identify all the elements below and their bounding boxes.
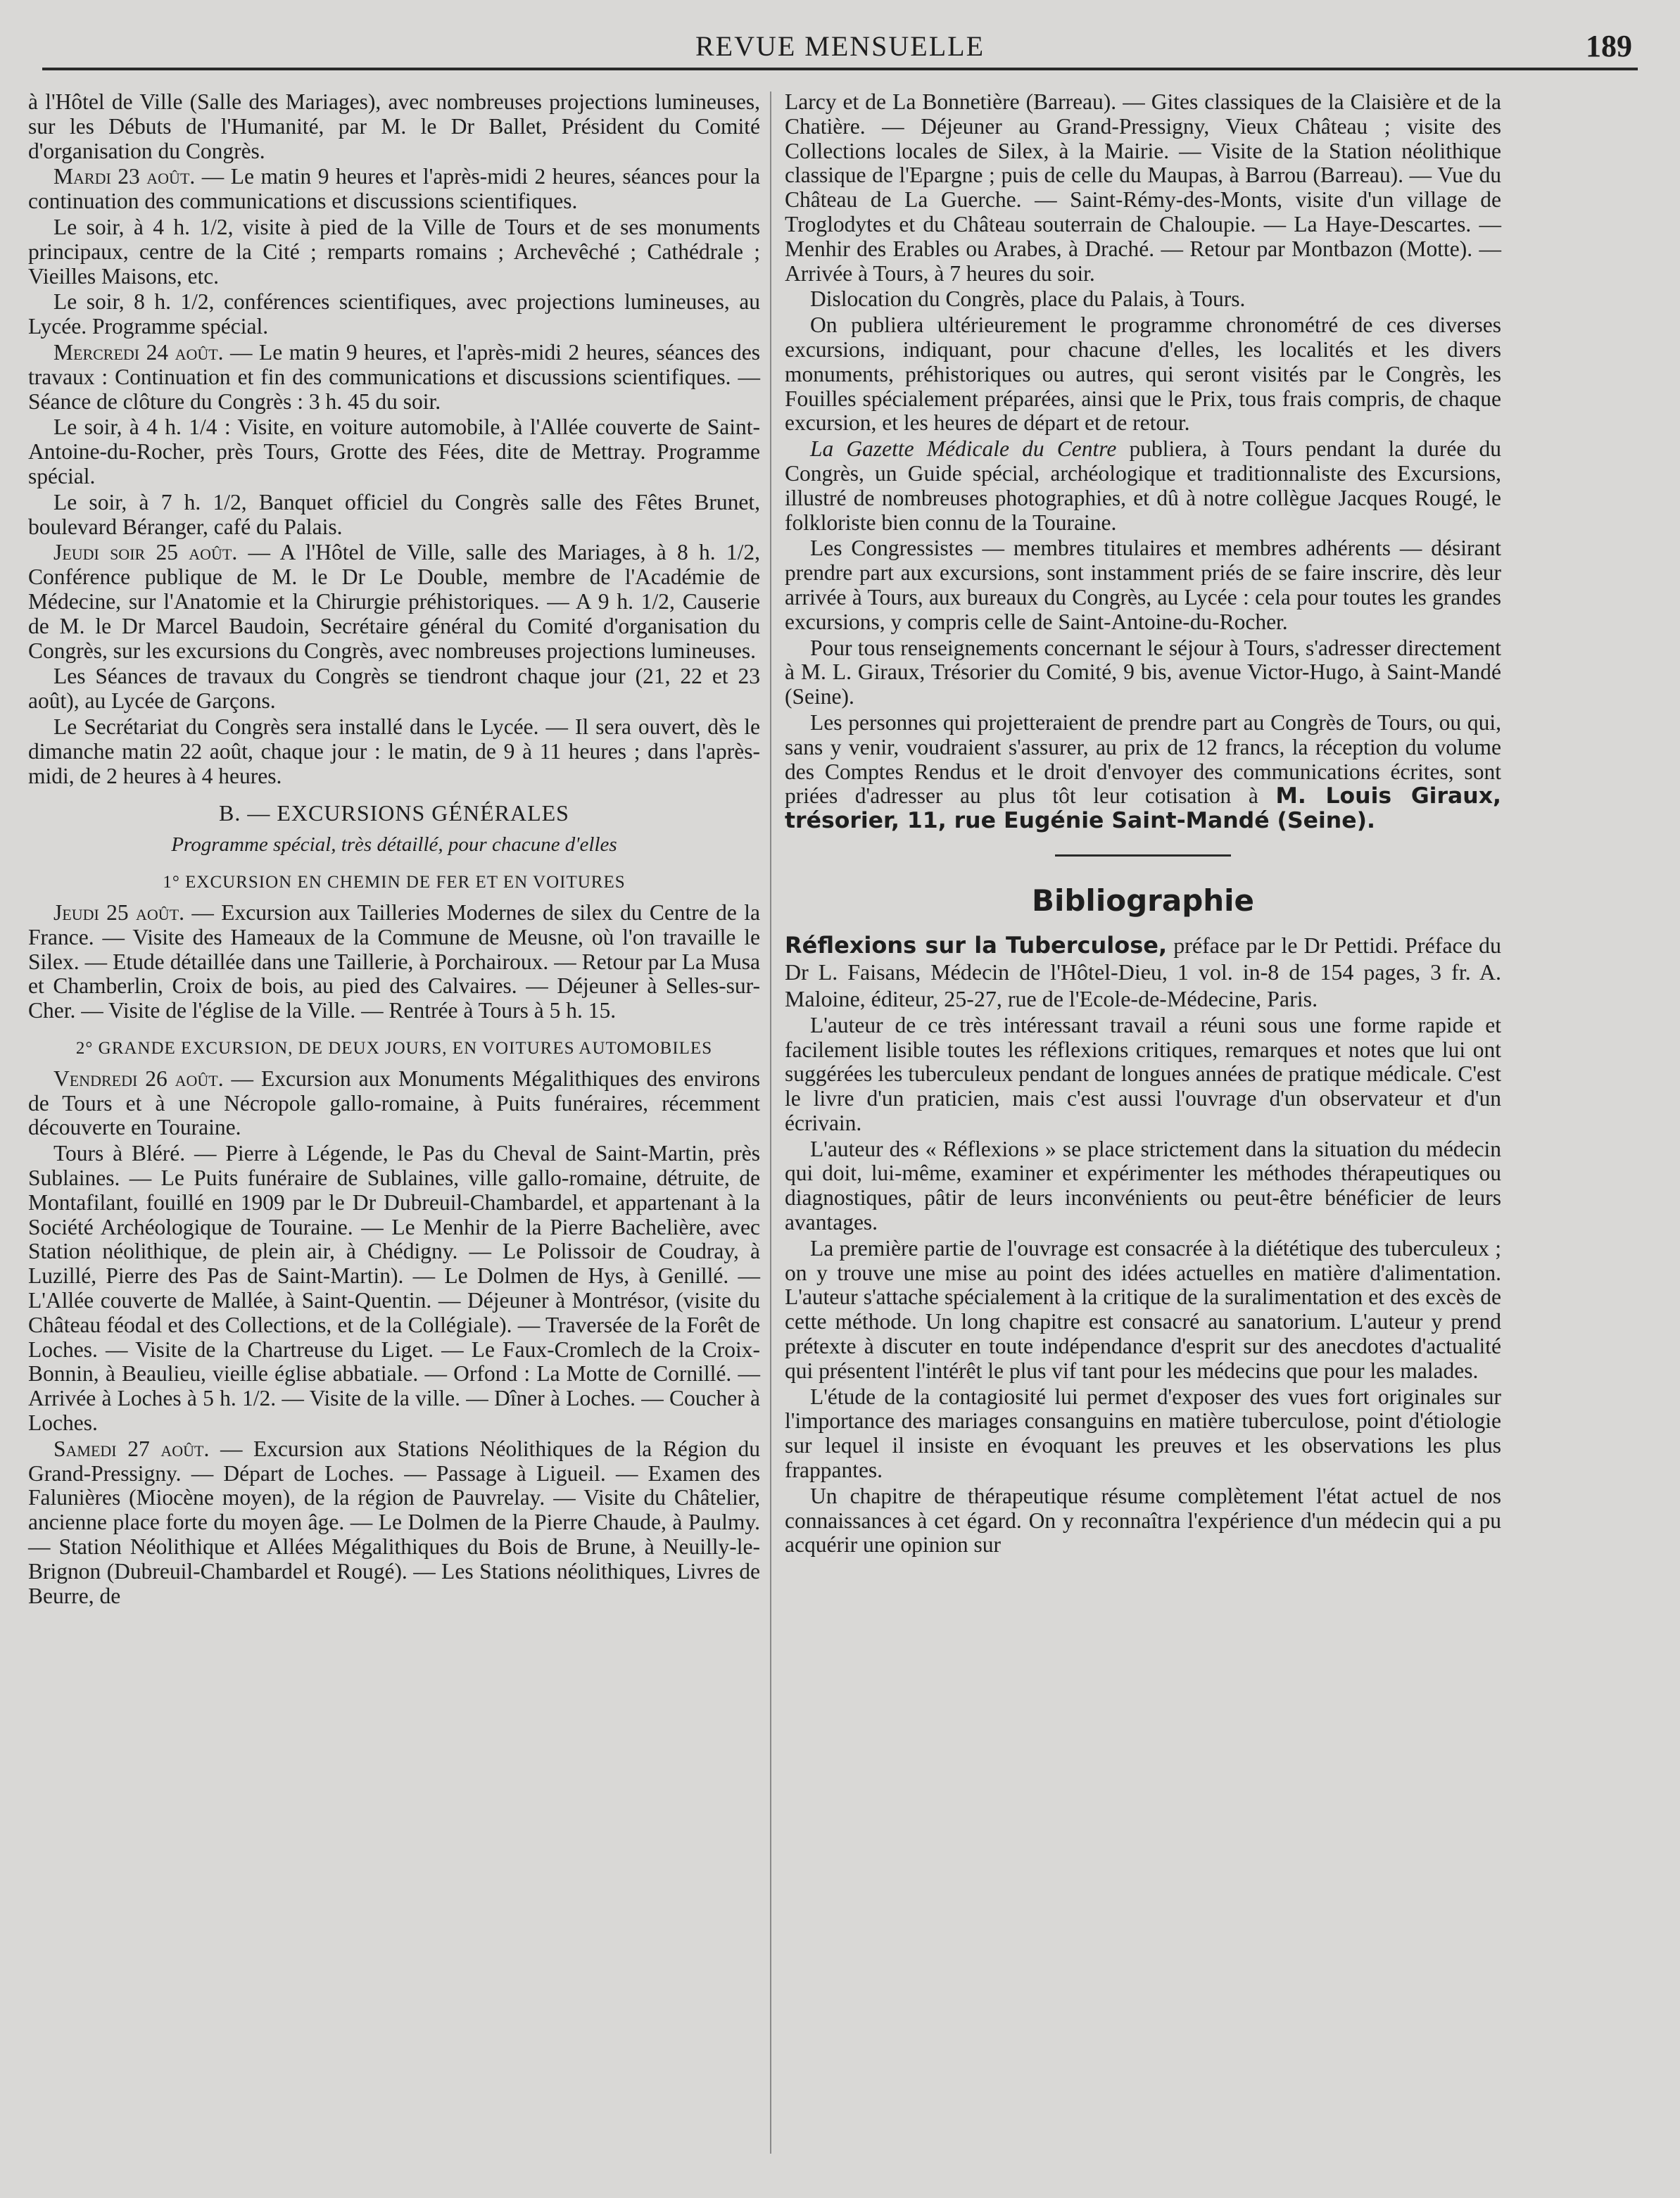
paragraph: L'auteur des « Réflexions » se place strictement dans la situation du médecin qui doit, lui-même, examiner et expérimenter les méthodes thérapeutiques ou diagnostiques, pâtir de leurs inconvénients ou peut-être bénéficier de leurs avantages. bbox=[785, 1136, 1501, 1235]
paragraph-body: — Le matin 9 heures et l'après-midi 2 heures, séances pour la continuation des communications et discussions scientifiques. bbox=[28, 164, 760, 214]
paragraph bbox=[28, 341, 760, 414]
date-lead: Samedi 27 août. bbox=[53, 1436, 210, 1461]
section-rule bbox=[1055, 854, 1231, 857]
right-column bbox=[785, 90, 1501, 1559]
paragraph: Les Séances de travaux du Congrès se tiendront chaque jour (21, 22 et 23 août), au Lycée de Garçons. bbox=[28, 664, 760, 714]
paragraph: Un chapitre de thérapeutique résume complètement l'état actuel de nos connaissances à cet égard. On y reconnaîtra l'expérience d'un médecin qui a pu acquérir une opinion sur bbox=[785, 1483, 1501, 1558]
paragraph bbox=[28, 901, 760, 1023]
treasurer-address: M. Louis Giraux, trésorier, 11, rue Eugénie Saint-Mandé (Seine). bbox=[785, 783, 1501, 834]
date-lead: Mercredi 24 août. bbox=[53, 339, 224, 365]
excursion-heading: 1° EXCURSION EN CHEMIN DE FER ET EN VOITURES bbox=[163, 872, 626, 892]
date-lead: Vendredi 26 août. bbox=[53, 1066, 224, 1091]
excursion-heading: 2° GRANDE EXCURSION, DE DEUX JOURS, EN VOITURES AUTOMOBILES bbox=[75, 1038, 713, 1058]
paragraph: à l'Hôtel de Ville (Salle des Mariages), avec nombreuses projections lumineuses, sur les Débuts de l'Humanité, par M. le Dr Ballet, Président du Comité d'organisation du Congrès. bbox=[28, 89, 760, 163]
paragraph-body: — Excursion aux Monuments Mégalithiques des environs de Tours et à une Nécropole gallo-romaine, à Puits funéraires, récemment découverte en Touraine. bbox=[28, 1066, 760, 1140]
running-head bbox=[42, 27, 1638, 70]
paragraph: Le soir, à 4 h. 1/2, visite à pied de la Ville de Tours et de ses monuments principaux, centre de la Cité ; remparts romains ; Archevêché ; Cathédrale ; Vieilles Maisons, etc. bbox=[28, 214, 760, 289]
paragraph-body: — A l'Hôtel de Ville, salle des Mariages, à 8 h. 1/2, Conférence publique de M. le Dr Le Double, membre de l'Académie de Médecine, sur l'Anatomie et la Chirurgie préhistoriques. — A 9 h. 1/2, Causerie de M. le Dr Marcel Baudoin, Secrétaire général du Comité d'organisation du Congrès, sur les excursions du Congrès, avec nombreuses projections lumineuses. bbox=[28, 540, 760, 663]
paragraph: Larcy et de La Bonnetière (Barreau). — Gites classiques de la Claisière et de la Chatière. — Déjeuner au Grand-Pressigny, Vieux Château ; visite des Collections locales de Silex, à la Mairie. — Visite de la Station néolithique classique de l'Epargne ; puis de celle du Maupas, à Barrou (Barreau). — Vue du Château de La Guerche. — Saint-Rémy-des-Monts, visite d'un village de Troglodytes et du Château souterrain de Chaloupie. — La Haye-Descartes. — Menhir des Erables ou Arabes, à Draché. — Retour par Montbazon (Motte). — Arrivée à Tours, à 7 heures du soir. bbox=[785, 89, 1501, 286]
paragraph: La première partie de l'ouvrage est consacrée à la diététique des tuberculeux ; on y trouve une mise au point des idées actuelles en matière d'alimentation. L'auteur s'attache spécialement à la critique de la suralimentation et des excès de cette méthode. Un long chapitre est consacré au sanatorium. L'auteur y prend prétexte à discuter en toute indépendance d'esprit sur des anecdotes d'actualité qui présentent l'intérêt le plus vif tant pour les médecins que pour les malades. bbox=[785, 1235, 1501, 1383]
paragraph bbox=[785, 711, 1501, 833]
paragraph-body: — Excursion aux Stations Néolithiques de la Région du Grand-Pressigny. — Départ de Loches. — Passage à Ligueil. — Examen des Falunières (Miocène moyen), de la région de Pauvrelay. — Visite du Châtelier, ancienne place forte du moyen âge. — Le Dolmen de la Pierre Chaude, à Paulmy. — Station Néolithique et Allées Mégalithiques du Bois de Brune, à Neuilly-le-Brignon (Dubreuil-Chambardel et Rougé). — Les Stations néolithiques, Livres de Beurre, de bbox=[28, 1436, 760, 1608]
paragraph: Le soir, 8 h. 1/2, conférences scientifiques, avec projections lumineuses, au Lycée. Programme spécial. bbox=[28, 289, 760, 339]
bibliography-entry bbox=[785, 932, 1501, 1012]
paragraph-body: — Le matin 9 heures, et l'après-midi 2 heures, séances des travaux : Continuation et fin des communications et discussions scientifiques. — Séance de clôture du Congrès : 3 h. 45 du soir. bbox=[28, 339, 760, 414]
header-rule bbox=[42, 68, 1638, 70]
date-lead: Jeudi soir 25 août. bbox=[53, 540, 238, 565]
paragraph: Les Congressistes — membres titulaires et membres adhérents — désirant prendre part aux excursions, sont instamment priés de se faire inscrire, dès leur arrivée à Tours, aux bureaux du Congrès, au Lycée : cela pour toutes les grandes excursions, y compris celle de Saint-Antoine-du-Rocher. bbox=[785, 536, 1501, 634]
bibliography-title: Bibliographie bbox=[1031, 883, 1255, 918]
paragraph-body: Les personnes qui projetteraient de prendre part au Congrès de Tours, ou qui, sans y venir, voudraient s'assurer, au prix de 12 francs, la réception du volume des Comptes Rendus et le droit d'envoyer des communications écrites, sont priées d'adresser au plus tôt leur cotisation à bbox=[785, 709, 1501, 809]
book-title: Réflexions sur la Tuberculose, bbox=[785, 931, 1168, 959]
paragraph bbox=[28, 165, 760, 214]
date-lead: Jeudi 25 août. bbox=[53, 899, 185, 925]
paragraph-body: publiera, à Tours pendant la durée du Congrès, un Guide spécial, archéologique et traditionnaliste des Excursions, illustré de nombreuses photographies, et dû à notre collègue Jacques Rougé, le folkloriste bien connu de la Touraine. bbox=[785, 436, 1501, 535]
book-details: préface par le Dr Pettidi. Préface du Dr L. Faisans, Médecin de l'Hôtel-Dieu, 1 vol. in-8 de 154 pages, 3 fr. A. Maloine, éditeur, 25-27, rue de l'Ecole-de-Médecine, Paris. bbox=[785, 932, 1502, 1011]
paragraph: L'auteur de ce très intéressant travail a réuni sous une forme rapide et facilement lisible toutes les réflexions critiques, remarques et notes que lui ont suggérées les tuberculeux pendant de longues années de pratique médicale. C'est le livre d'un praticien, mais c'est aussi l'ouvrage d'un observateur et d'un écrivain. bbox=[785, 1012, 1501, 1135]
paragraph: On publiera ultérieurement le programme chronométré de ces diverses excursions, indiquant, pour chacune d'elles, les localités et les divers monuments, préhistoriques ou autres, qui seront visités par le Congrès, les Fouilles spécialement préparées, ainsi que le Prix, tous frais compris, de chaque excursion, et les heures de départ et de retour. bbox=[785, 312, 1501, 436]
paragraph: Le soir, à 4 h. 1/4 : Visite, en voiture automobile, à l'Allée couverte de Saint-Antoine-du-Rocher, près Tours, Grotte des Fées, dite de Mettray. Programme spécial. bbox=[28, 415, 760, 488]
paragraph bbox=[785, 437, 1501, 535]
paragraph: L'étude de la contagiosité lui permet d'exposer des vues fort originales sur l'importance des mariages consanguins en matière tuberculose, point d'étiologie sur lequel il insiste en évoquant les preuves et les observations les plus frappantes. bbox=[785, 1384, 1501, 1483]
paragraph: Tours à Bléré. — Pierre à Légende, le Pas du Cheval de Saint-Martin, près Sublaines. — Le Puits funéraire de Sublaines, ville gallo-romaine, détruite, de Montafilant, fouillé en 1909 par le Dr Dubreuil-Chambardel, et appartenant à la Société Archéologique de Touraine. — Le Menhir de la Pierre Bachelière, avec Station néolithique, de plein air, à Chédigny. — Le Polissoir de Coudray, à Luzillé, Pierre des Pas de Saint-Martin). — Le Dolmen de Hys, à Genillé. — L'Allée couverte de Mallée, à Saint-Quentin. — Déjeuner à Montrésor, (visite du Château féodal et des Collections, et de la Collégiale). — Traversée de la Forêt de Loches. — Visite de la Chartreuse du Liget. — Le Faux-Cromlech de la Croix-Bonnin, à Beaulieu, vieille église abbatiale. — Orfond : La Motte de Cornillé. — Arrivée à Loches à 5 h. 1/2. — Visite de la ville. — Dîner à Loches. — Coucher à Loches. bbox=[28, 1141, 760, 1436]
section-heading: B. — EXCURSIONS GÉNÉRALES bbox=[219, 800, 569, 826]
section-subtitle: Programme spécial, très détaillé, pour chacune d'elles bbox=[171, 833, 617, 857]
paragraph: Le Secrétariat du Congrès sera installé dans le Lycée. — Il sera ouvert, dès le dimanche matin 22 août, chaque jour : le matin, de 9 à 11 heures ; dans l'après-midi, de 2 heures à 4 heures. bbox=[28, 714, 760, 788]
paragraph-body: — Excursion aux Tailleries Modernes de silex du Centre de la France. — Visite des Hameaux de la Commune de Meusne, où l'on travaille le Silex. — Etude détaillée dans une Taillerie, à Porchairoux. — Retour par La Musa et Chamberlin, Croix de bois, au pied des Calvaires. — Déjeuner à Selles-sur-Cher. — Visite de l'église de la Ville. — Rentrée à Tours à 5 h. 15. bbox=[28, 899, 761, 1023]
paragraph bbox=[28, 1067, 760, 1140]
paragraph: Le soir, à 7 h. 1/2, Banquet officiel du Congrès salle des Fêtes Brunet, boulevard Béranger, café du Palais. bbox=[28, 489, 760, 539]
journal-title: REVUE MENSUELLE bbox=[695, 30, 985, 62]
left-column bbox=[28, 90, 760, 1610]
journal-name: La Gazette Médicale du Centre bbox=[810, 436, 1117, 462]
paragraph bbox=[28, 1437, 760, 1609]
column-divider bbox=[770, 91, 771, 2154]
paragraph: Pour tous renseignements concernant le séjour à Tours, s'adresser directement à M. L. Giraux, Trésorier du Comité, 9 bis, avenue Victor-Hugo, à Saint-Mandé (Seine). bbox=[785, 635, 1501, 709]
paragraph: Dislocation du Congrès, place du Palais, à Tours. bbox=[810, 286, 1246, 312]
page-number: 189 bbox=[1586, 29, 1632, 63]
date-lead: Mardi 23 août. bbox=[53, 164, 196, 189]
paragraph bbox=[28, 541, 760, 663]
